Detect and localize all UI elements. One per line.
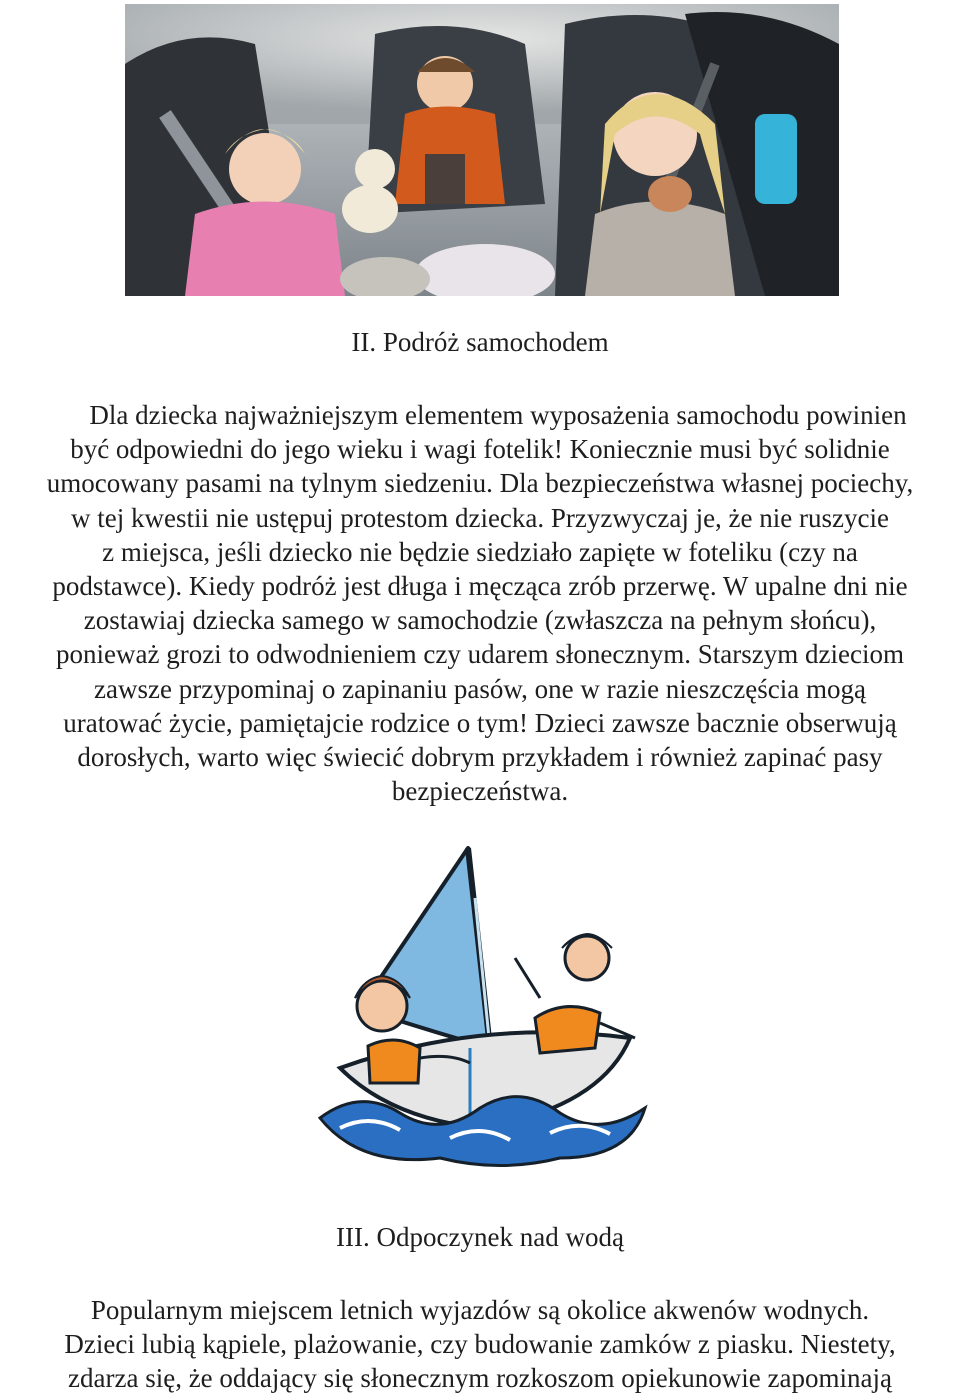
text-line: zdarza się, że oddający się słonecznym rozkoszom opiekunowie zapominają (68, 1363, 892, 1394)
text-line: w tej kwestii nie ustępuj protestom dziecka. Przyzwyczaj je, że nie ruszycie (71, 502, 889, 533)
text-line: uratować życie, pamiętajcie rodzice o tym! Dzieci zawsze bacznie obserwują (63, 707, 897, 738)
text-line: zostawiaj dziecka samego w samochodzie (zwłaszcza na pełnym słońcu), (83, 605, 877, 636)
text-line: dorosłych, warto więc świecić dobrym przykładem i również zapinać pasy (77, 742, 883, 773)
text-line: Dla dziecka najważniejszym elementem wyposażenia samochodu powinien (89, 400, 907, 430)
children-in-car-photo (125, 4, 839, 296)
text-line: bezpieczeństwa. (391, 776, 569, 807)
section-2-paragraph (0, 398, 960, 808)
sailboat-kids-illustration (300, 838, 660, 1188)
section-3-heading: III. Odpoczynek nad wodą (336, 1222, 624, 1252)
section-3-paragraph (0, 1293, 960, 1396)
text-line: być odpowiedni do jego wieku i wagi fotelik! Koniecznie musi być solidnie (70, 434, 890, 465)
text-line: Dzieci lubią kąpiele, plażowanie, czy budowanie zamków z piasku. Niestety, (64, 1329, 896, 1360)
text-line: ponieważ grozi to odwodnieniem czy udarem słonecznym. Starszym dzieciom (56, 639, 904, 670)
text-line: podstawce). Kiedy podróż jest długa i męcząca zrób przerwę. W upalne dni nie (52, 571, 908, 602)
text-line: zawsze przypominaj o zapinaniu pasów, one w razie nieszczęścia mogą (94, 673, 866, 704)
section-2-heading: II. Podróż samochodem (351, 327, 609, 357)
text-line: z miejsca, jeśli dziecko nie będzie siedziało zapięte w foteliku (czy na (102, 536, 858, 567)
text-line: Popularnym miejscem letnich wyjazdów są okolice akwenów wodnych. (90, 1295, 870, 1325)
text-line: umocowany pasami na tylnym siedzeniu. Dla bezpieczeństwa własnej pociechy, (46, 468, 914, 499)
